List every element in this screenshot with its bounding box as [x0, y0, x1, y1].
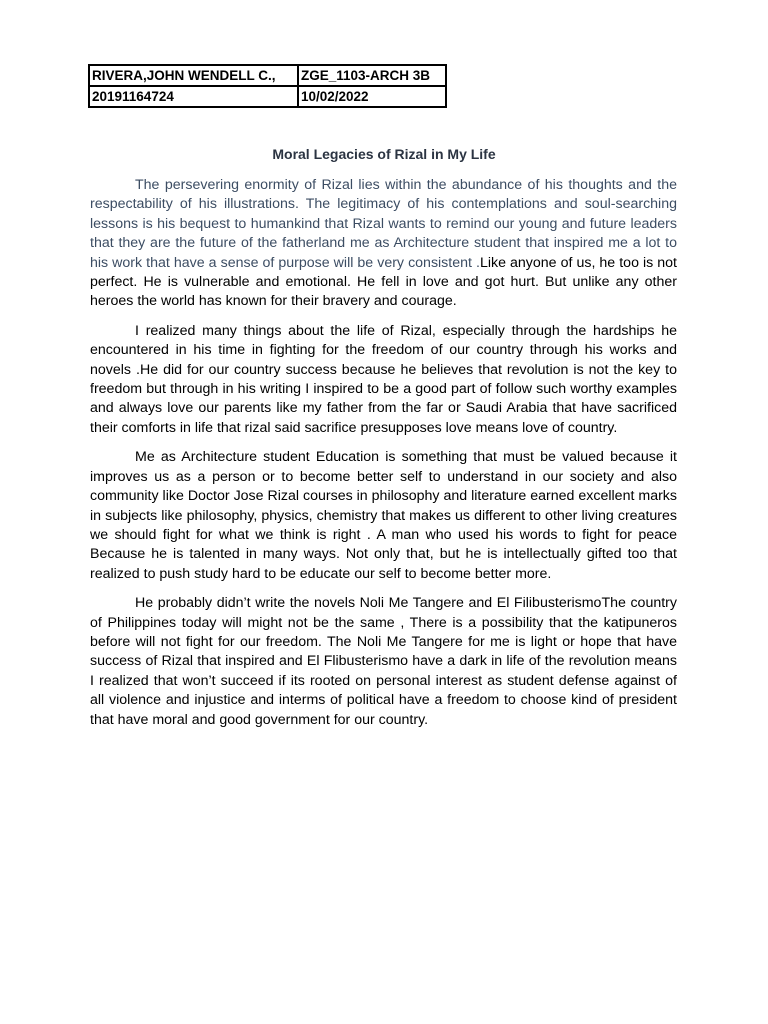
paragraph-2: I realized many things about the life of Rizal, especially through the hardships he encountered in his time in fighting for the freedom of our country through his works and novels .He did for our country success because he believes that revolution is not the key to freedom but through in his writing I inspired to be a good part of follow such worthy examples and always love our parents like my father from the far or Saudi Arabia that have sacrificed their comforts in life that rizal said sacrifice presupposes love means love of country. [90, 322, 677, 436]
student-info-table [88, 64, 447, 108]
paragraph-3: Me as Architecture student Education is something that must be valued because it improves us as a person or to become better self to understand in our society and also community like Doctor Jose Rizal courses in philosophy and literature earned excellent marks in subjects like philosophy, physics, chemistry that makes us different to other living creatures we should fight for what we think is right . A man who used his words to fight for peace Because he is talented in many ways. Not only that, but he is intellectually gifted too that realized to push study hard to be educate our self to become better more. [90, 449, 677, 582]
course-section-cell: ZGE_1103-ARCH 3B [298, 65, 446, 86]
essay-title: Moral Legacies of Rizal in My Life [272, 146, 496, 162]
table-row [89, 86, 446, 107]
essay-body [90, 176, 677, 740]
paragraph-1 [90, 176, 677, 312]
paragraph-1-text: Like anyone of us, he too is not perfect. He is vulnerable and emotional. He fell in love and got hurt. But unlike any other heroes the world has known for their bravery and courage. [90, 254, 677, 310]
student-id-cell: 20191164724 [89, 86, 298, 107]
paragraph-4: He probably didn’t write the novels Noli Me Tangere and El FilibusterismoThe country of Philippines today will might not be the same , There is a possibility that the katipuneros before will not fight for our freedom. The Noli Me Tangere for me is light or hope that have success of Rizal that inspired and El Flibusterismo have a dark in life of the revolution means I realized that won’t succeed if its rooted on personal interest as student defense against of all violence and injustice and interms of political have a freedom to choose kind of president that have moral and good government for our country. [90, 595, 677, 728]
table-row [89, 65, 446, 86]
student-name-cell: RIVERA,JOHN WENDELL C., [89, 65, 298, 86]
paragraph-1-highlighted-text: The persevering enormity of Rizal lies within the abundance of his thoughts and the respectability of his illustrations. The legitimacy of his contemplations and soul-searching lessons is his bequest to humankind that Rizal wants to remind our young and future leaders that they are the future of the fatherland me as Architecture student that inspired me a lot to his work that have a sense of purpose will be very consistent . [90, 177, 677, 271]
date-cell: 10/02/2022 [298, 86, 446, 107]
